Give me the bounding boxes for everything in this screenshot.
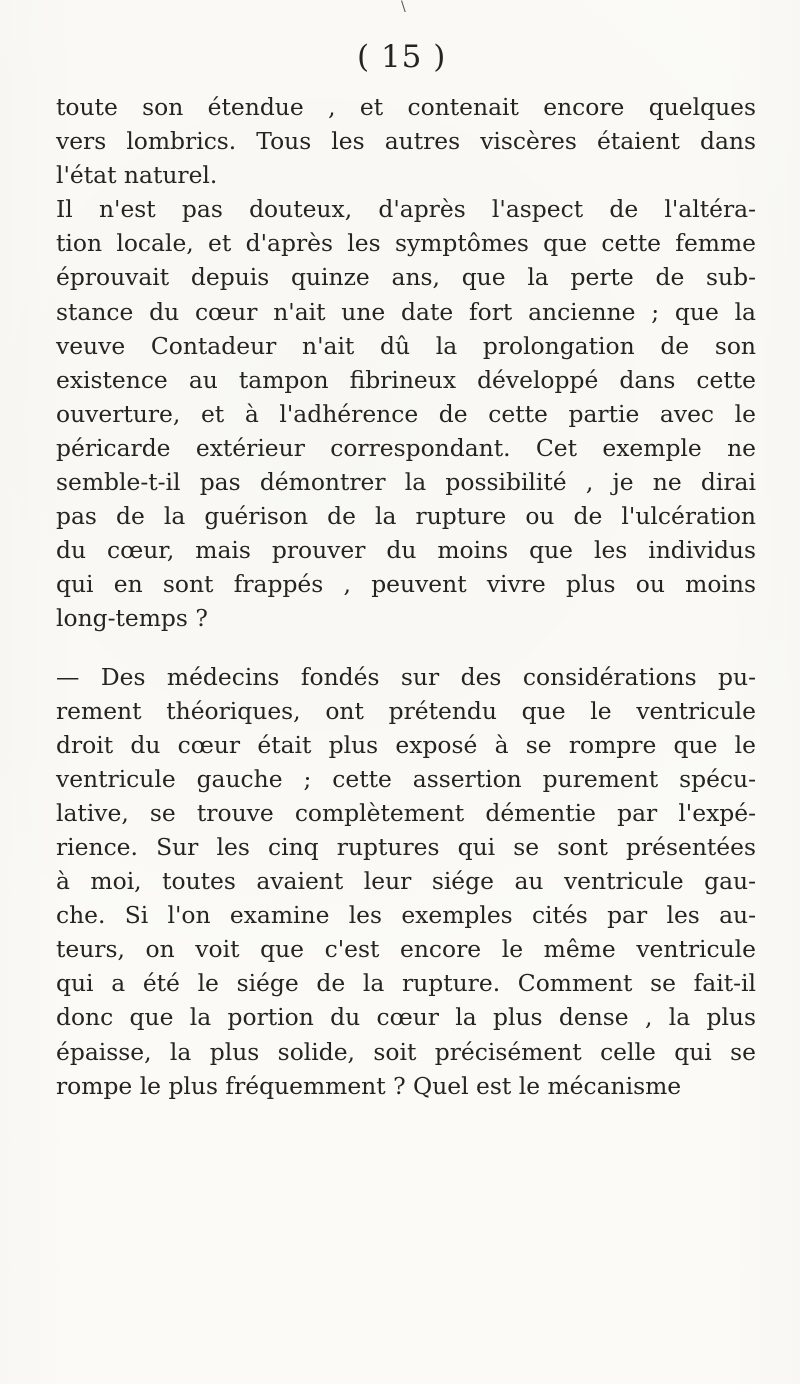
text-line: teurs, on voit que c'est encore le même ventricule <box>56 935 756 964</box>
text-line: rience. Sur les cinq ruptures qui se sont présentées <box>56 832 756 861</box>
text-line: péricarde extérieur correspondant. Cet exemple ne <box>56 433 756 462</box>
body-text <box>56 90 756 1103</box>
text-line: qui en sont frappés , peuvent vivre plus ou moins <box>56 570 756 599</box>
text-line: ouverture, et à l'adhérence de cette partie avec le <box>56 399 756 428</box>
text-line: veuve Contadeur n'ait dû la prolongation de son <box>56 331 756 360</box>
text-line: vers lombrics. Tous les autres viscères étaient dans <box>56 127 756 156</box>
page-number: ( 15 ) <box>357 39 447 75</box>
text-line: ventricule gauche ; cette assertion purement spécu- <box>56 764 756 793</box>
text-line: long-temps ? <box>56 604 208 633</box>
text-line: éprouvait depuis quinze ans, que la perte de sub- <box>56 263 756 292</box>
text-line: à moi, toutes avaient leur siége au ventricule gau- <box>56 867 756 896</box>
text-line: donc que la portion du cœur la plus dense , la plus <box>56 1003 756 1032</box>
text-line: droit du cœur était plus exposé à se rompre que le <box>56 730 756 759</box>
text-line: l'état naturel. <box>56 161 218 190</box>
text-line: tion locale, et d'après les symptômes que cette femme <box>56 229 756 258</box>
text-line: existence au tampon fibrineux développé dans cette <box>56 365 756 394</box>
text-line: rement théoriques, ont prétendu que le ventricule <box>56 696 756 725</box>
text-line: rompe le plus fréquemment ? Quel est le mécanisme <box>56 1071 682 1100</box>
text-line: qui a été le siége de la rupture. Comment se fait-il <box>56 969 756 998</box>
text-line: che. Si l'on examine les exemples cités par les au- <box>56 901 756 930</box>
text-line: du cœur, mais prouver du moins que les individus <box>56 536 756 565</box>
text-line: stance du cœur n'ait une date fort ancienne ; que la <box>56 297 756 326</box>
text-line: épaisse, la plus solide, soit précisément celle qui se <box>56 1037 756 1066</box>
margin-mark: \ <box>401 0 406 15</box>
text-line: semble-t-il pas démontrer la possibilité , je ne dirai <box>56 468 756 497</box>
text-line: pas de la guérison de la rupture ou de l'ulcération <box>56 502 756 531</box>
text-line: lative, se trouve complètement démentie par l'expé- <box>56 798 756 827</box>
text-line: toute son étendue , et contenait encore quelques <box>56 93 756 121</box>
text-line: — Des médecins fondés sur des considérations pu- <box>56 662 756 691</box>
paragraph-spacer <box>56 636 756 660</box>
text-line: Il n'est pas douteux, d'après l'aspect de l'altéra- <box>56 195 756 224</box>
